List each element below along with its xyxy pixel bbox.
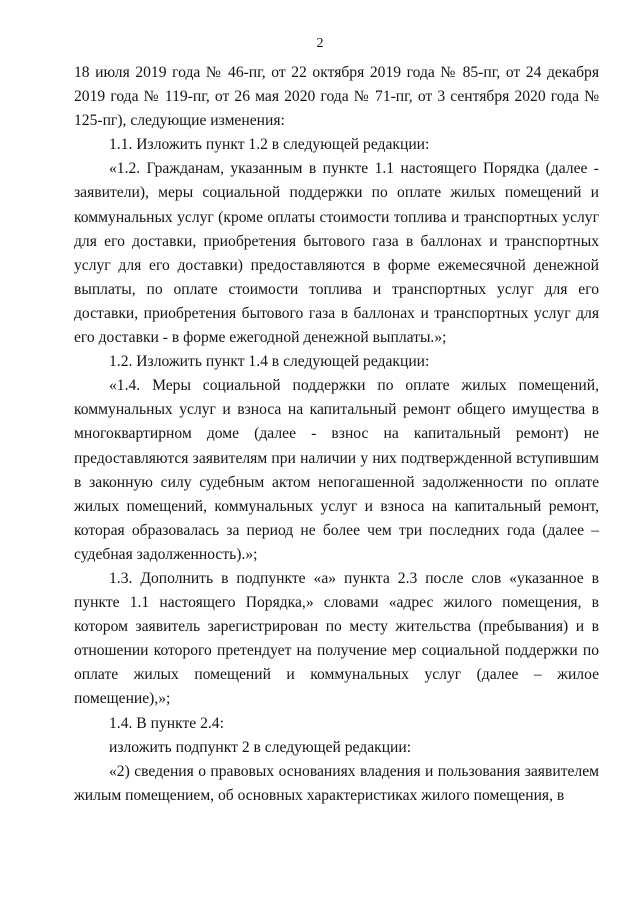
paragraph-item-1-4-text: «1.4. Меры социальной поддержки по оплате жилых помещений, коммунальных услуг и взноса на капитальный ремонт общего имущества в многоквартирном доме (далее - взнос на капитальный ремонт) не предоставляются заявителям при наличии у них подтвержденной вступившим в законную силу судебным актом непогашенной задолженности по оплате жилых помещений, коммунальных услуг и взноса на капитальный ремонт, которая образовалась за период не более чем три последних года (далее – судебная задолженность).»; bbox=[74, 377, 599, 563]
paragraph-subitem-2-text: «2) сведения о правовых основаниях владения и пользования заявителем жилым помещением, об основных характеристиках жилого помещения, в bbox=[74, 762, 599, 804]
document-body bbox=[74, 61, 599, 808]
paragraph-item-1-3: 1.3. Дополнить в подпункте «а» пункта 2.3 после слов «указанное в пункте 1.1 настоящего Порядка,» словами «адрес жилого помещения, в котором заявитель зарегистрирован по месту жительства (пребывания) и в отношении которого претендует на получение мер социальной поддержки по оплате жилых помещений и коммунальных услуг (далее – жилое помещение),»; bbox=[74, 569, 599, 708]
paragraph-item-1-1: 1.1. Изложить пункт 1.2 в следующей редакции: bbox=[109, 136, 430, 154]
paragraph-amendment-sources: 18 июля 2019 года № 46-пг, от 22 октября 2019 года № 85-пг, от 24 декабря 2019 года № 119-пг, от 26 мая 2020 года № 71-пг, от 3 сентября 2020 года № 125-пг), следующие изменения: bbox=[74, 64, 599, 130]
paragraph-item-1-4: 1.4. В пункте 2.4: bbox=[109, 714, 224, 732]
page-number: 2 bbox=[316, 36, 324, 51]
paragraph-subitem-instruction: изложить подпункт 2 в следующей редакции: bbox=[109, 738, 412, 756]
paragraph-item-1-2: 1.2. Изложить пункт 1.4 в следующей редакции: bbox=[109, 353, 430, 371]
paragraph-item-1-2-text: «1.2. Гражданам, указанным в пункте 1.1 настоящего Порядка (далее - заявители), меры социальной поддержки по оплате жилых помещений и коммунальных услуг (кроме оплаты стоимости топлива и транспортных услуг для его доставки, приобретения бытового газа в баллонах и транспортных услуг для его доставки) предоставляются в форме ежемесячной денежной выплаты, по оплате стоимости топлива и транспортных услуг для его доставки, приобретения бытового газа в баллонах и транспортных услуг для его доставки - в форме ежегодной денежной выплаты.»; bbox=[74, 160, 599, 347]
